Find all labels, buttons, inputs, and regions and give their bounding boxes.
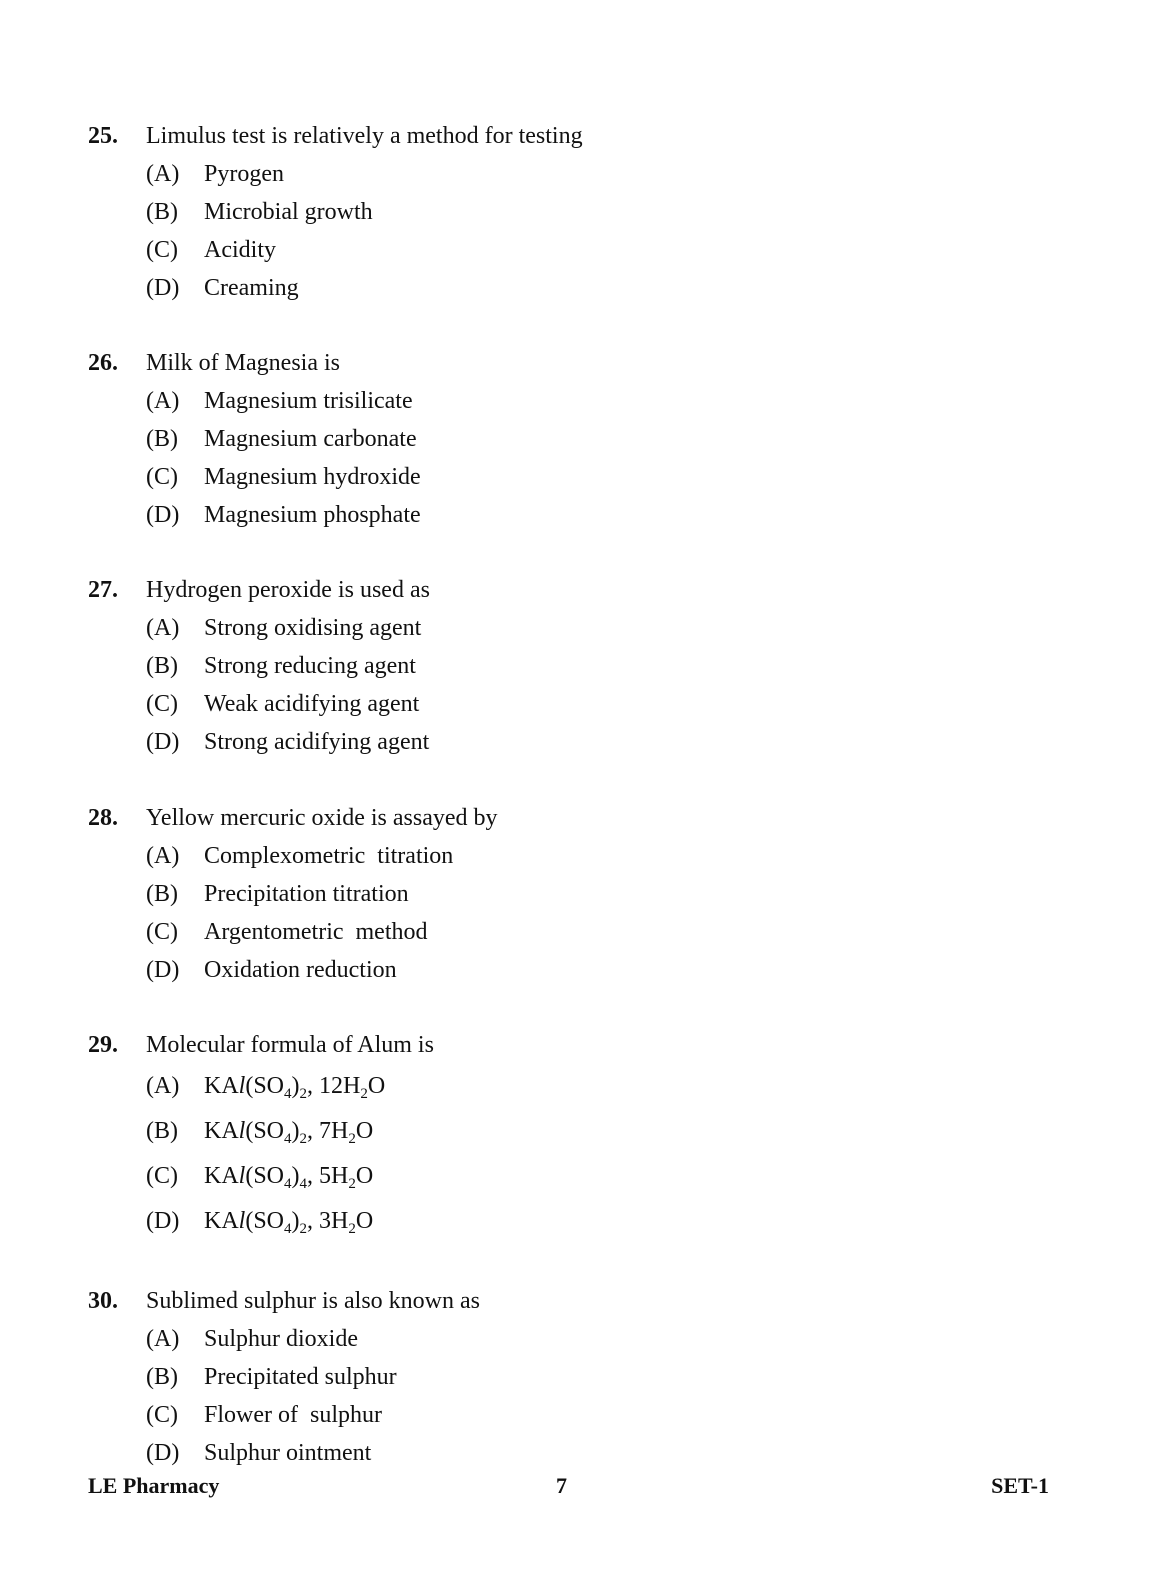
question-header — [88, 117, 1068, 155]
question-header — [88, 571, 1068, 609]
option-letter: (D) — [146, 1440, 180, 1466]
option-letter: (C) — [146, 919, 178, 945]
alum-formula: $KAl(SO_4)_2$, $3H_2O$ — [204, 1208, 374, 1237]
footer-subject: LE Pharmacy — [88, 1473, 220, 1498]
option-text: Sulphur ointment — [204, 1440, 372, 1466]
option-text: Microbial growth — [204, 199, 373, 225]
option-letter: (A) — [146, 843, 180, 869]
option-text: Strong oxidising agent — [204, 615, 422, 641]
question-30 — [88, 1282, 1068, 1472]
option-letter: (C) — [146, 1402, 178, 1428]
question-number: 26. — [88, 350, 118, 376]
option-text: Magnesium phosphate — [204, 502, 421, 528]
option-d — [88, 723, 1068, 761]
option-letter: (B) — [146, 1118, 178, 1144]
option-a — [88, 155, 1068, 193]
question-25 — [88, 117, 1068, 307]
option-text: Argentometric method — [204, 919, 428, 945]
option-letter: (B) — [146, 653, 178, 679]
question-number: 28. — [88, 805, 118, 831]
question-text: Yellow mercuric oxide is assayed by — [146, 805, 498, 831]
option-d — [88, 269, 1068, 307]
option-letter: (A) — [146, 1073, 180, 1099]
question-text: Sublimed sulphur is also known as — [146, 1288, 480, 1314]
question-header — [88, 344, 1068, 382]
option-text: Sulphur dioxide — [204, 1326, 358, 1352]
option-a — [88, 837, 1068, 875]
option-c — [88, 685, 1068, 723]
option-d — [88, 496, 1068, 534]
footer-page-number: 7 — [556, 1473, 567, 1498]
footer-set: SET-1 — [991, 1473, 1049, 1498]
option-b — [88, 1358, 1068, 1396]
question-29 — [88, 1026, 1068, 1244]
option-letter: (B) — [146, 1364, 178, 1390]
option-letter: (D) — [146, 1208, 180, 1234]
option-letter: (B) — [146, 426, 178, 452]
option-c — [88, 458, 1068, 496]
option-c — [88, 1154, 1068, 1199]
option-text: Strong reducing agent — [204, 653, 416, 679]
option-b — [88, 193, 1068, 231]
option-letter: (B) — [146, 881, 178, 907]
option-text: Flower of sulphur — [204, 1402, 382, 1428]
option-text: Precipitation titration — [204, 881, 409, 907]
question-text: Hydrogen peroxide is used as — [146, 577, 430, 603]
option-b — [88, 647, 1068, 685]
option-letter: (A) — [146, 388, 180, 414]
option-letter: (B) — [146, 199, 178, 225]
option-letter: (C) — [146, 1163, 178, 1189]
option-text: Precipitated sulphur — [204, 1364, 397, 1390]
option-letter: (C) — [146, 691, 178, 717]
question-header — [88, 1282, 1068, 1320]
option-text: Creaming — [204, 275, 299, 301]
option-letter: (C) — [146, 464, 178, 490]
option-a — [88, 609, 1068, 647]
option-a — [88, 1320, 1068, 1358]
alum-formula: $KAl(SO_4)_2$, $7H_2O$ — [204, 1118, 374, 1147]
question-text: Limulus test is relatively a method for testing — [146, 123, 583, 149]
option-c — [88, 1396, 1068, 1434]
option-letter: (A) — [146, 161, 180, 187]
option-letter: (A) — [146, 1326, 180, 1352]
question-number: 27. — [88, 577, 118, 603]
question-number: 25. — [88, 123, 118, 149]
question-header — [88, 799, 1068, 837]
question-text: Molecular formula of Alum is — [146, 1032, 434, 1058]
option-letter: (D) — [146, 502, 180, 528]
question-header — [88, 1026, 1068, 1064]
option-letter: (D) — [146, 729, 180, 755]
option-text: Magnesium hydroxide — [204, 464, 421, 490]
option-letter: (D) — [146, 275, 180, 301]
option-letter: (A) — [146, 615, 180, 641]
option-letter: (D) — [146, 957, 180, 983]
option-text: Strong acidifying agent — [204, 729, 430, 755]
option-c — [88, 913, 1068, 951]
alum-formula: $KAl(SO_4)_4$, $5H_2O$ — [204, 1163, 374, 1192]
option-b — [88, 875, 1068, 913]
question-number: 29. — [88, 1032, 118, 1058]
option-b — [88, 420, 1068, 458]
option-text: Pyrogen — [204, 161, 284, 187]
option-a — [88, 1064, 1068, 1109]
option-a — [88, 382, 1068, 420]
option-d — [88, 951, 1068, 989]
option-d — [88, 1434, 1068, 1472]
option-text: Acidity — [204, 237, 276, 263]
alum-formula: $KAl(SO_4)_2$, $12H_2O$ — [204, 1073, 386, 1102]
option-text: Complexometric titration — [204, 843, 454, 869]
option-b — [88, 1109, 1068, 1154]
question-26 — [88, 344, 1068, 534]
option-d — [88, 1199, 1068, 1244]
option-letter: (C) — [146, 237, 178, 263]
question-text: Milk of Magnesia is — [146, 350, 340, 376]
question-27 — [88, 571, 1068, 761]
question-28 — [88, 799, 1068, 989]
option-text: Oxidation reduction — [204, 957, 397, 983]
option-text: Magnesium carbonate — [204, 426, 417, 452]
option-c — [88, 231, 1068, 269]
option-text: Weak acidifying agent — [204, 691, 420, 717]
question-number: 30. — [88, 1288, 118, 1314]
option-text: Magnesium trisilicate — [204, 388, 413, 414]
